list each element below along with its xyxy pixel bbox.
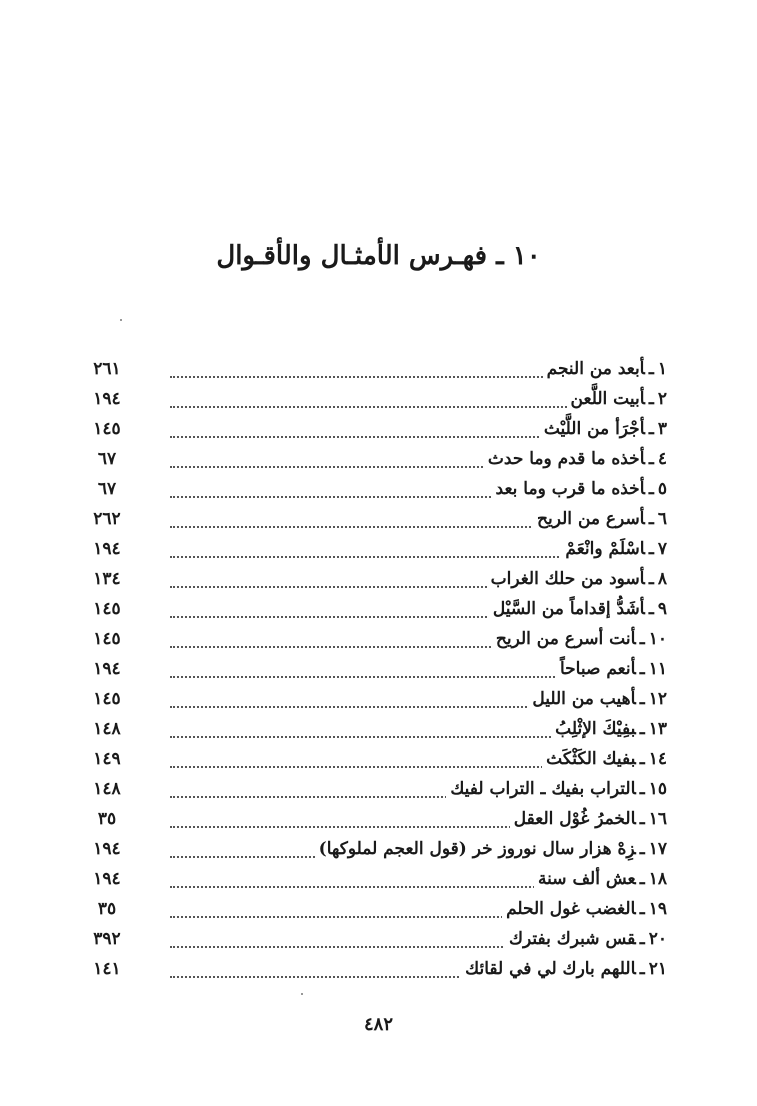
entry-number: ١٨: [648, 869, 667, 889]
entry-page-number: ١٩٤: [93, 389, 121, 409]
index-entry: [0, 416, 757, 446]
entry-number: ٣: [657, 419, 667, 439]
entry-separator: ـ: [639, 839, 645, 859]
entry-label: [492, 629, 667, 649]
entry-number: ٥: [657, 479, 667, 499]
entry-page-number: ٢٦١: [93, 359, 121, 379]
index-entry: [0, 956, 757, 986]
entry-number: ٧: [657, 539, 667, 559]
entry-separator: ـ: [639, 959, 645, 979]
entry-text: عش ألف سنة: [538, 869, 636, 889]
entry-page-number: ١٤٨: [93, 719, 121, 739]
page-number: ٤٨٢: [363, 1014, 393, 1035]
entry-label: [528, 689, 667, 709]
entry-number: ١: [657, 359, 667, 379]
entry-page-number: ١٤٥: [93, 629, 121, 649]
entry-text: أنت أسرع من الريح: [495, 629, 636, 649]
page-title: ١٠ ـ فهـرس الأمثـال والأقـوال: [216, 241, 541, 272]
entry-label: [534, 869, 667, 889]
entry-separator: ـ: [648, 539, 654, 559]
entry-number: ٢١: [648, 959, 667, 979]
entry-number: ٤: [657, 449, 667, 469]
entry-text: أجْرَأ من اللَّيْث: [543, 419, 645, 439]
entry-text: بفِيْكَ الإثْلِبُ: [555, 719, 636, 739]
entry-page-number: ١٩٤: [93, 659, 121, 679]
entry-text: زِهْ هزار سال نوروز خر (قول العجم لملوكها): [318, 839, 636, 859]
index-entry: [0, 626, 757, 656]
entry-page-number: ١٤٥: [93, 689, 121, 709]
entry-label: [533, 509, 667, 529]
entry-number: ١١: [648, 659, 667, 679]
entry-label: [542, 749, 667, 769]
entry-separator: ـ: [648, 599, 654, 619]
entry-separator: ـ: [639, 809, 645, 829]
index-entry: [0, 806, 757, 836]
entry-page-number: ٣٩٢: [93, 929, 121, 949]
entry-separator: ـ: [639, 689, 645, 709]
entry-separator: ـ: [639, 659, 645, 679]
entry-separator: ـ: [639, 869, 645, 889]
entry-text: التراب بفيك ـ التراب لفيك: [450, 779, 636, 799]
index-entry: [0, 836, 757, 866]
entry-text: أخذه ما قرب وما بعد: [495, 479, 645, 499]
entry-text: أسرع من الريح: [537, 509, 645, 529]
entry-label: [567, 389, 667, 409]
entry-text: أشَدُّ إقداماً من السَّيْل: [492, 599, 645, 619]
index-entry: [0, 356, 757, 386]
entry-page-number: ١٩٤: [93, 839, 121, 859]
entry-number: ١٣: [648, 719, 667, 739]
entry-label: [510, 809, 667, 829]
index-entry: [0, 686, 757, 716]
entry-number: ١٤: [648, 749, 667, 769]
entry-page-number: ١٤١: [93, 959, 121, 979]
entry-separator: ـ: [648, 419, 654, 439]
entry-text: بفيك الكَثْكَث: [546, 749, 636, 769]
index-entry: [0, 386, 757, 416]
index-entry: [0, 536, 757, 566]
entry-separator: ـ: [648, 449, 654, 469]
entry-page-number: ٢٦٢: [93, 509, 121, 529]
entry-number: ٢: [657, 389, 667, 409]
entry-number: ٨: [657, 569, 667, 589]
entry-separator: ـ: [648, 509, 654, 529]
entry-page-number: ١٤٥: [93, 419, 121, 439]
scan-speck: [301, 993, 303, 995]
entry-label: [556, 659, 667, 679]
entry-number: ٩: [657, 599, 667, 619]
entry-separator: ـ: [648, 479, 654, 499]
index-entry: [0, 776, 757, 806]
entry-number: ١٩: [648, 899, 667, 919]
entry-page-number: ١٩٤: [93, 539, 121, 559]
entry-number: ١٧: [648, 839, 667, 859]
index-entry: [0, 866, 757, 896]
entry-label: [487, 569, 667, 589]
scan-speck: [120, 319, 122, 321]
entry-label: [492, 479, 667, 499]
entry-separator: ـ: [639, 779, 645, 799]
entry-text: اللهم بارك لي في لقائك: [465, 959, 636, 979]
entry-number: ١٢: [648, 689, 667, 709]
entry-separator: ـ: [639, 899, 645, 919]
proverbs-index-list: [0, 356, 757, 986]
entry-page-number: ١٤٨: [93, 779, 121, 799]
entry-text: الغضب غول الحلم: [506, 899, 636, 919]
index-entry: [0, 476, 757, 506]
index-entry: [0, 596, 757, 626]
entry-page-number: ٦٧: [97, 449, 117, 469]
entry-separator: ـ: [639, 629, 645, 649]
entry-number: ١٠: [648, 629, 667, 649]
entry-text: أسود من حلك الغراب: [490, 569, 645, 589]
entry-number: ١٦: [648, 809, 667, 829]
entry-page-number: ٣٥: [97, 899, 117, 919]
index-entry: [0, 746, 757, 776]
entry-label: [540, 419, 667, 439]
entry-page-number: ١٤٩: [93, 749, 121, 769]
entry-separator: ـ: [648, 569, 654, 589]
index-entry: [0, 716, 757, 746]
entry-label: [489, 599, 667, 619]
entry-label: [551, 719, 667, 739]
index-entry: [0, 896, 757, 926]
entry-label: [461, 959, 667, 979]
entry-separator: ـ: [639, 929, 645, 949]
entry-page-number: ٦٧: [97, 479, 117, 499]
entry-page-number: ١٣٤: [93, 569, 121, 589]
entry-page-number: ١٤٥: [93, 599, 121, 619]
entry-page-number: ٣٥: [97, 809, 117, 829]
entry-page-number: ١٩٤: [93, 869, 121, 889]
entry-separator: ـ: [648, 359, 654, 379]
entry-number: ٦: [657, 509, 667, 529]
index-entry: [0, 506, 757, 536]
index-entry: [0, 446, 757, 476]
entry-label: [315, 839, 667, 859]
entry-text: الخمرُ غُوْل العقل: [513, 809, 636, 829]
entry-label: [505, 929, 667, 949]
index-entry: [0, 656, 757, 686]
entry-label: [484, 449, 667, 469]
entry-number: ٢٠: [648, 929, 667, 949]
entry-text: أنعم صباحاً: [559, 659, 636, 679]
entry-number: ١٥: [648, 779, 667, 799]
entry-label: [502, 899, 667, 919]
entry-separator: ـ: [648, 389, 654, 409]
index-entry: [0, 926, 757, 956]
entry-text: قس شبرك بفترك: [509, 929, 636, 949]
entry-label: [446, 779, 667, 799]
entry-separator: ـ: [639, 719, 645, 739]
entry-label: [561, 539, 667, 559]
entry-text: اسْلَمْ وانْعَمْ: [565, 539, 645, 559]
entry-text: أهيب من الليل: [532, 689, 636, 709]
entry-label: [543, 359, 667, 379]
entry-separator: ـ: [639, 749, 645, 769]
entry-text: أبعد من النجم: [546, 359, 645, 379]
index-entry: [0, 566, 757, 596]
entry-text: أبيت اللَّعن: [570, 389, 645, 409]
entry-text: أخذه ما قدم وما حدث: [487, 449, 645, 469]
